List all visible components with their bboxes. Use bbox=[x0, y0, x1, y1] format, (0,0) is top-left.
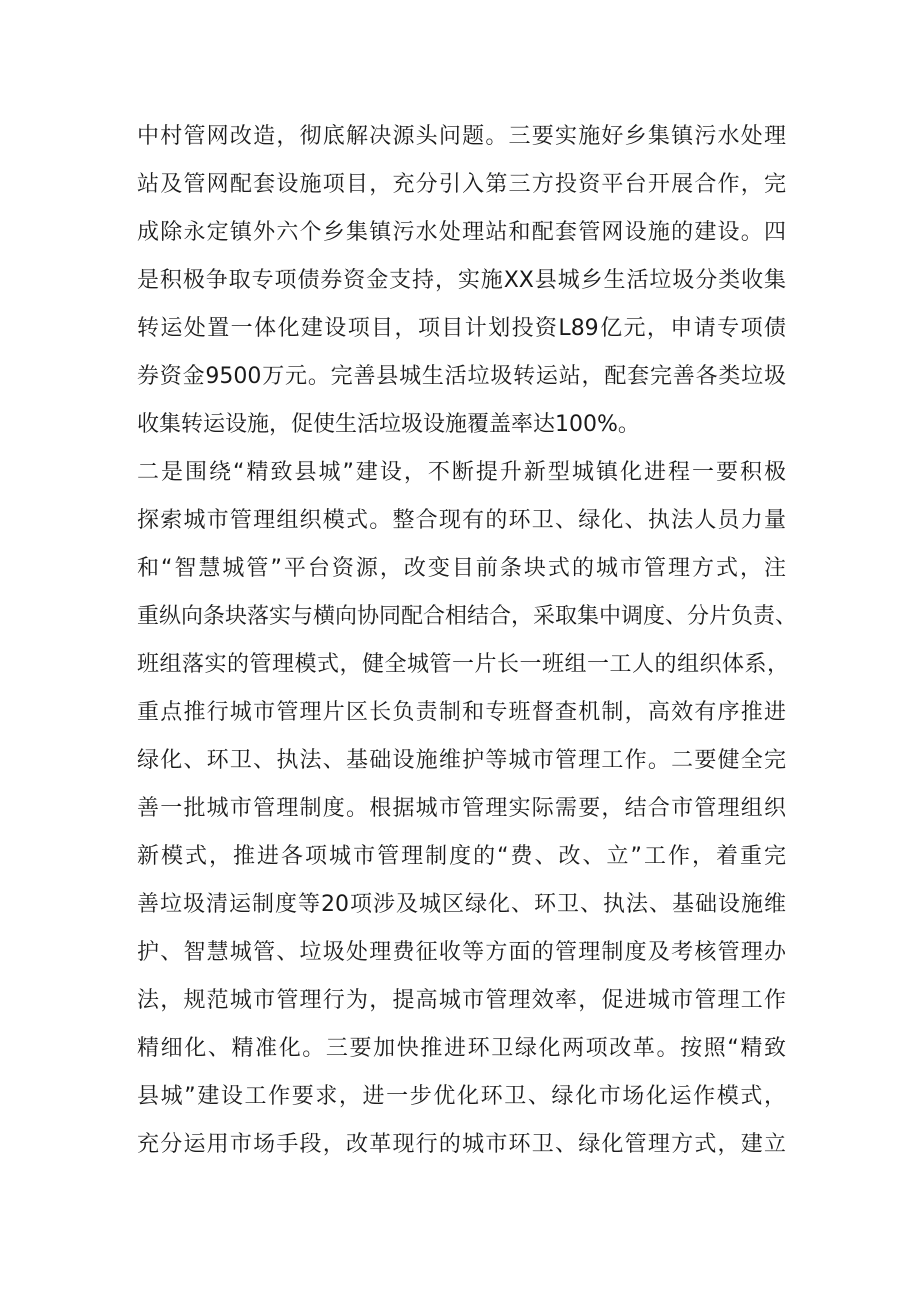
text-line: 中村管网改造，彻底解决源头问题。三要实施好乡集镇污水处理 bbox=[137, 124, 786, 149]
text-line: 新模式，推进各项城市管理制度的“费、改、立”工作，着重完 bbox=[137, 844, 786, 869]
text-line: 收集转运设施，促使生活垃圾设施覆盖率达100%。 bbox=[137, 412, 640, 437]
text-line: 精细化、精准化。三要加快推进环卫绿化两项改革。按照“精致 bbox=[137, 1036, 786, 1061]
text-line: 善一批城市管理制度。根据城市管理实际需要，结合市管理组织 bbox=[137, 796, 786, 821]
text-line: 重纵向条块落实与横向协同配合相结合，采取集中调度、分片负责、 bbox=[137, 604, 798, 629]
text-line: 善垃圾清运制度等20项涉及城区绿化、环卫、执法、基础设施维 bbox=[137, 892, 786, 917]
text-line: 绿化、环卫、执法、基础设施维护等城市管理工作。二要健全完 bbox=[137, 748, 786, 773]
text-line: 券资金9500万元。完善县城生活垃圾转运站，配套完善各类垃圾 bbox=[137, 364, 786, 389]
text-line: 充分运用市场手段，改革现行的城市环卫、绿化管理方式，建立 bbox=[137, 1132, 786, 1157]
text-line: 班组落实的管理模式，健全城管一片长一班组一工人的组织体系， bbox=[137, 652, 789, 677]
text-line: 探索城市管理组织模式。整合现有的环卫、绿化、执法人员力量 bbox=[137, 508, 786, 533]
text-line: 转运处置一体化建设项目，项目计划投资L89亿元，申请专项债 bbox=[137, 316, 786, 341]
text-line: 成除永定镇外六个乡集镇污水处理站和配套管网设施的建设。四 bbox=[137, 220, 786, 245]
text-line: 县城”建设工作要求，进一步优化环卫、绿化市场化运作模式， bbox=[137, 1084, 786, 1109]
text-line: 站及管网配套设施项目，充分引入第三方投资平台开展合作，完 bbox=[137, 172, 786, 197]
text-line: 是积极争取专项债券资金支持，实施XX县城乡生活垃圾分类收集 bbox=[137, 268, 786, 293]
text-line: 护、智慧城管、垃圾处理费征收等方面的管理制度及考核管理办 bbox=[137, 940, 786, 965]
text-line: 二是围绕“精致县城”建设，不断提升新型城镇化进程一要积极 bbox=[137, 460, 786, 485]
text-line: 和“智慧城管”平台资源，改变目前条块式的城市管理方式，注 bbox=[137, 556, 787, 581]
text-line: 重点推行城市管理片区长负责制和专班督查机制，高效有序推进 bbox=[137, 700, 786, 725]
text-line: 法，规范城市管理行为，提高城市管理效率，促进城市管理工作 bbox=[137, 988, 786, 1013]
